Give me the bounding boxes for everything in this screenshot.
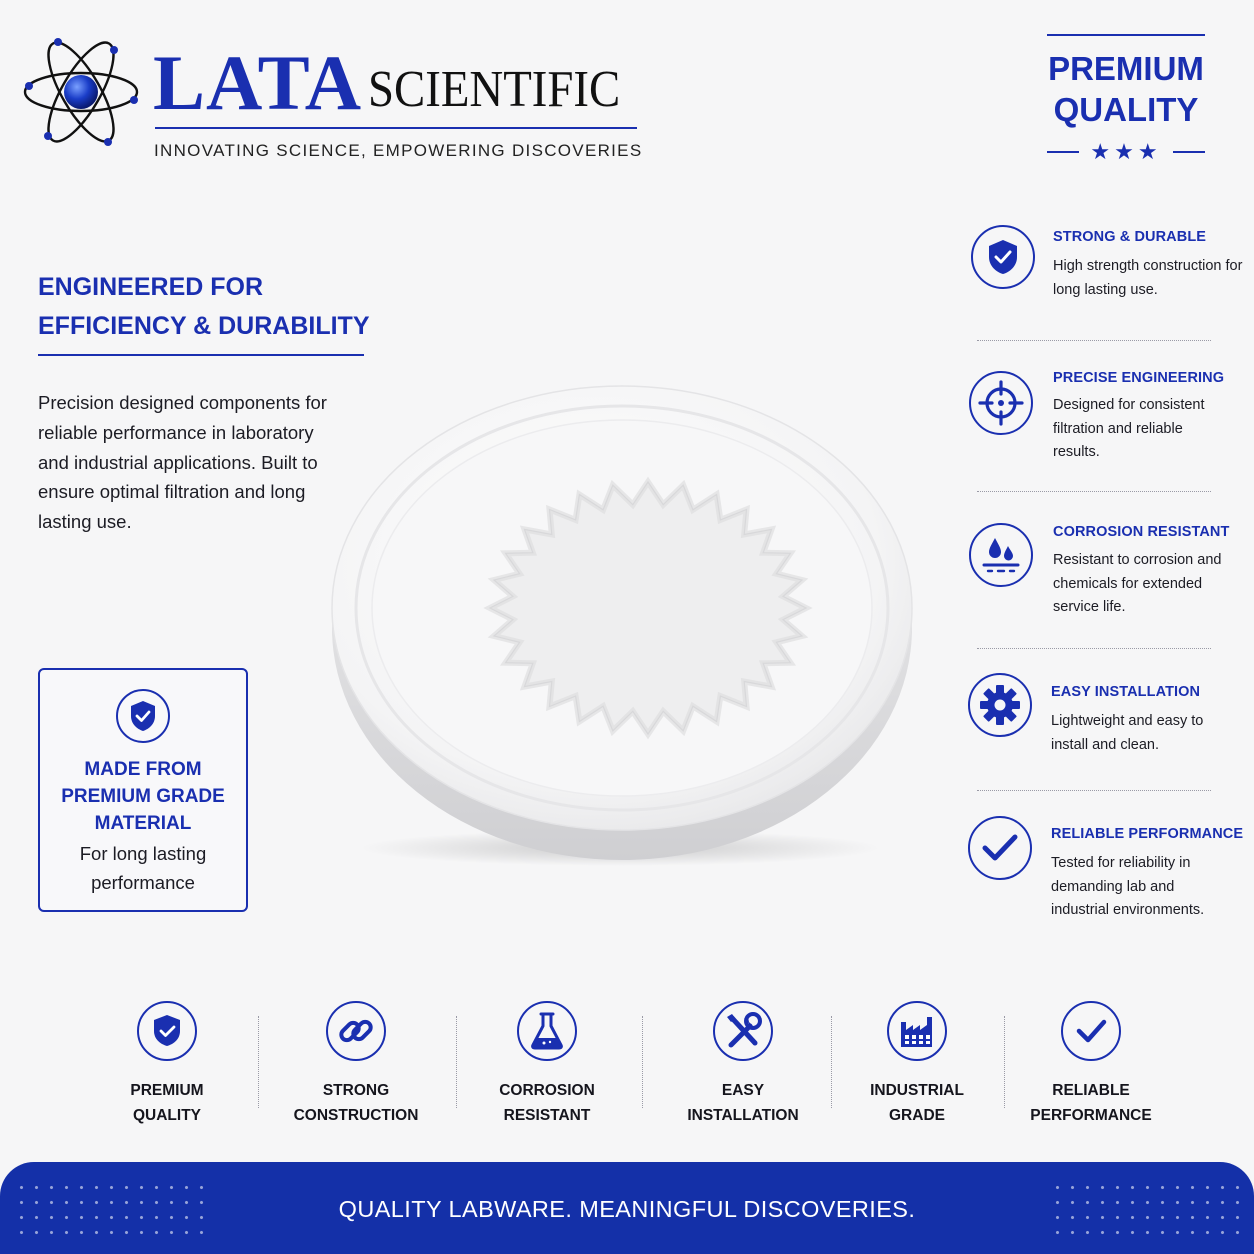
bottom-divider [456,1016,457,1108]
shield-check-icon [115,688,171,744]
bottom-feature-item [658,1000,828,1130]
atom-icon [22,30,140,155]
bottom-feature-item [832,1000,1002,1130]
bottom-label-line: QUALITY [132,1107,202,1124]
feature-divider [977,491,1211,492]
brand-name: LATA [153,39,363,126]
feature-divider [977,790,1211,791]
bottom-label-line: INSTALLATION [687,1107,799,1124]
bottom-divider [642,1016,643,1108]
material-title: MADE FROM PREMIUM GRADE MATERIAL [61,759,225,834]
bottom-label-line: STRONG [322,1082,390,1099]
footer-banner [0,1162,1254,1254]
footer-slogan: QUALITY LABWARE. MEANINGFUL DISCOVERIES. [338,1196,916,1222]
feature-divider [977,648,1211,649]
bottom-divider [1004,1016,1005,1108]
chain-link-icon [325,1000,387,1062]
brand-divider [155,127,637,129]
material-description: For long lasting performance [79,843,207,893]
feature-description: High strength construction for long lasting use. [1053,258,1243,298]
brand-subname: SCIENTIFIC [368,61,621,118]
bottom-label-line: EASY [721,1082,765,1099]
feature-description: Resistant to corrosion and chemicals for extended service life. [1053,552,1222,615]
water-drops-icon [968,522,1034,588]
feature-title: EASY INSTALLATION [1051,684,1201,700]
shield-check-icon [970,224,1036,290]
feature-title: PRECISE ENGINEERING [1053,370,1225,386]
bottom-feature-item [462,1000,632,1130]
bottom-feature-item [82,1000,252,1130]
brand-tagline: INNOVATING SCIENCE, EMPOWERING DISCOVERIES [154,141,643,160]
factory-icon [886,1000,948,1062]
intro-heading: ENGINEERED FOR EFFICIENCY & DURABILITY [38,273,370,340]
checkmark-icon [1060,1000,1122,1062]
intro-body: Precision designed components for reliable performance in laboratory and industrial applications. Built to ensure optimal filtration and long lasting use. [38,392,327,533]
bottom-label-line: CORROSION [499,1082,595,1099]
crosshair-icon [968,370,1034,436]
bottom-label-line: PREMIUM [130,1082,204,1099]
badge-divider [1047,34,1205,36]
feature-description: Tested for reliability in demanding lab and industrial environments. [1051,855,1205,918]
bottom-label-line: PERFORMANCE [1030,1107,1152,1124]
premium-quality-badge: PREMIUM QUALITY [1048,50,1204,128]
bottom-label-line: INDUSTRIAL [870,1082,964,1099]
bottom-label-line: CONSTRUCTION [293,1107,419,1124]
gear-icon [967,672,1033,738]
feature-description: Lightweight and easy to install and clean. [1051,713,1204,753]
material-callout [38,668,248,912]
feature-title: RELIABLE PERFORMANCE [1051,826,1244,842]
bottom-label-line: RESISTANT [503,1107,591,1124]
product-gasket-image [320,370,930,870]
bottom-label-line: GRADE [889,1107,945,1124]
tools-icon [712,1000,774,1062]
bottom-feature-item [271,1000,441,1130]
flask-icon [516,1000,578,1062]
badge-stars [1047,138,1205,166]
intro-divider [38,354,364,356]
checkmark-icon [967,815,1033,881]
feature-title: CORROSION RESISTANT [1053,524,1230,540]
feature-title: STRONG & DURABLE [1053,229,1207,245]
feature-description: Designed for consistent filtration and reliable results. [1053,397,1205,460]
shield-check-icon [136,1000,198,1062]
feature-divider [977,340,1211,341]
bottom-feature-item [1006,1000,1176,1130]
bottom-divider [258,1016,259,1108]
bottom-label-line: RELIABLE [1052,1082,1130,1099]
star-icons: ★★★ [1090,139,1162,165]
